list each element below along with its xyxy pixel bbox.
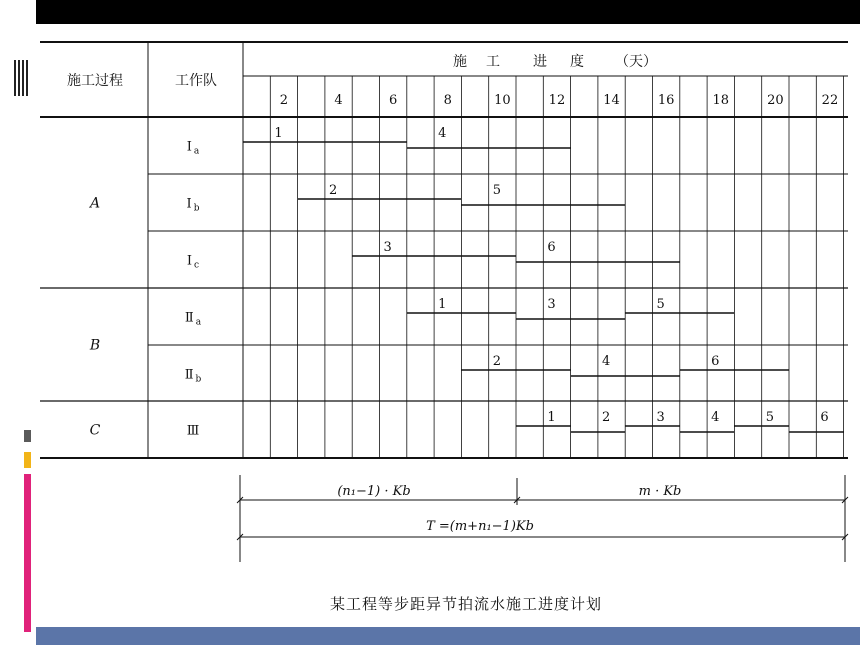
process-name: C	[89, 422, 101, 439]
bar-label: 4	[711, 410, 720, 425]
day-tick-label: 4	[334, 93, 343, 108]
bar-label: 6	[820, 410, 829, 425]
bar-label: 3	[656, 410, 665, 425]
team-label: Ⅰ $_b$	[186, 196, 200, 214]
bar-label: 2	[328, 183, 338, 198]
day-tick-label: 8	[443, 93, 452, 108]
bar-label: 3	[547, 297, 556, 312]
process-name: A	[89, 195, 101, 212]
day-tick-label: 2	[279, 93, 289, 108]
header-process: 施工过程	[67, 73, 123, 89]
bar-label: 2	[601, 410, 611, 425]
day-tick-label: 14	[603, 93, 620, 108]
day-tick-label: 20	[767, 93, 784, 108]
team-label: Ⅱ $_b$	[184, 367, 202, 385]
dimension-right-label: m · Kb	[638, 484, 682, 499]
schedule-title-part: （天）	[615, 54, 657, 70]
team-label: Ⅰ $_c$	[186, 253, 200, 271]
schedule-title-part: 施	[453, 54, 467, 70]
day-tick-label: 18	[712, 93, 730, 108]
bar-label: 1	[438, 297, 447, 312]
day-tick-label: 10	[494, 93, 511, 108]
schedule-title-part: 工	[486, 54, 500, 70]
bar-label: 5	[765, 410, 775, 425]
day-tick-label: 22	[821, 93, 839, 108]
team-label: Ⅱ $_a$	[184, 310, 202, 328]
bar-label: 6	[711, 354, 720, 369]
schedule-title-part: 进	[533, 54, 547, 70]
schedule-title-part: 度	[570, 54, 584, 70]
day-tick-label: 6	[389, 93, 398, 108]
bar-label: 5	[656, 297, 665, 312]
team-label: Ⅰ $_a$	[186, 139, 200, 157]
bar-label: 1	[274, 126, 283, 141]
bar-label: 1	[547, 410, 556, 425]
bar-label: 2	[492, 354, 502, 369]
dimension-left-label: (n₁−1) · Kb	[337, 484, 411, 499]
day-tick-label: 12	[548, 93, 566, 108]
bar-label: 4	[438, 126, 447, 141]
bar-label: 5	[492, 183, 502, 198]
process-name: B	[89, 337, 101, 354]
chart-caption: 某工程等步距异节拍流水施工进度计划	[330, 595, 603, 613]
dimension-total-label: T =(m+n₁−1)Kb	[426, 519, 534, 534]
team-label: Ⅲ	[186, 423, 200, 439]
header-team: 工作队	[175, 73, 217, 89]
bar-label: 6	[547, 240, 556, 255]
day-tick-label: 16	[657, 93, 675, 108]
bar-label: 3	[383, 240, 392, 255]
bar-label: 4	[601, 354, 611, 369]
